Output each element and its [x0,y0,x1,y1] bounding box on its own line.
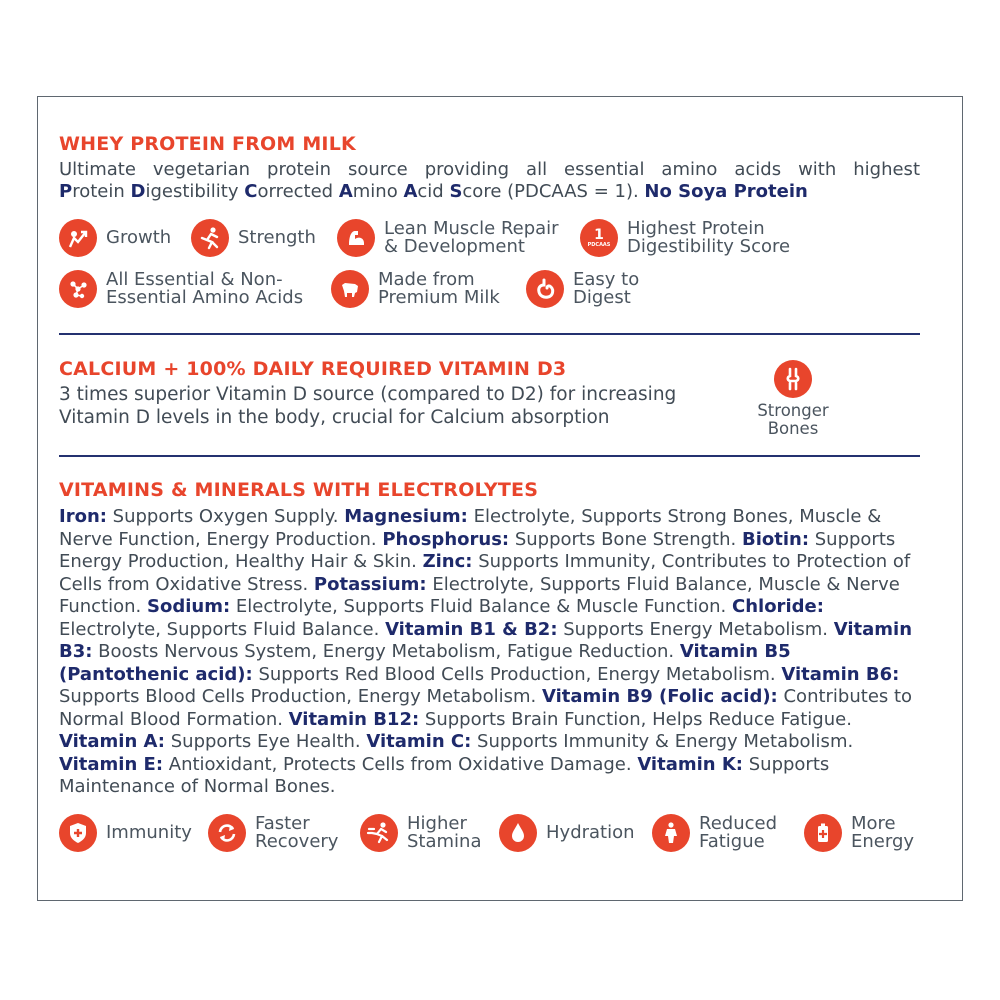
nutrient-benefit: Electrolyte, Supports Fluid Balance. [59,618,386,640]
nutrient-benefit: Supports Eye Health. [165,731,367,752]
stronger-bones-label: Stronger Bones [757,401,829,438]
nutrient-benefit: Supports Energy Production, Healthy Hair & Skin. [59,528,896,572]
nutrient-benefit: Electrolyte, Supports Fluid Balance, Muscle & Nerve Function. [59,573,900,617]
calcium-description-line1: 3 times superior Vitamin D source (compared to D2) for increasing [59,384,677,405]
feature-premium-milk: Made from Premium Milk [331,270,500,308]
benefit-recovery: Faster Recovery [208,814,338,852]
nutrient-name: Potassium: [313,573,427,595]
stamina-runner-icon [360,814,398,852]
immunity-shield-icon [59,814,97,852]
nutrient-name: Phosphorus: [382,528,510,550]
nutrient-name: Vitamin B3: [59,618,913,662]
no-soya-text: No Soya Protein [644,181,808,202]
bone-joint-icon [774,360,812,398]
nutrient-name: Magnesium: [344,506,468,527]
nutrient-name: Vitamin B1 & B2: [385,618,558,640]
strength-icon [191,219,229,257]
feature-digestibility-score: 1 PDCAAS Highest Protein Digestibility Score [580,219,790,257]
acronym-word-rest: cid [417,181,450,202]
acronym-letter: S [449,181,463,202]
acronym-word-rest: core (PDCAAS = 1). [462,181,645,202]
nutrient-benefit: Supports Immunity, Contributes to Protection of Cells from Oxidative Stress. [59,551,911,595]
feature-label: Growth [106,227,172,248]
nutrient-benefit: Supports Immunity & Energy Metabolism. [471,731,854,752]
fatigue-body-icon [652,814,690,852]
nutrient-name: Vitamin C: [366,731,472,752]
feature-amino-acids: All Essential & Non- Essential Amino Acids [59,270,303,308]
feature-strength: Strength [191,219,316,257]
nutrient-name: Vitamin K: [637,753,744,775]
amino-acids-icon [59,270,97,308]
nutrient-benefit: Supports Oxygen Supply. [106,506,345,527]
calcium-description-line2: Vitamin D levels in the body, crucial for Calcium absorption [59,407,610,428]
acronym-letter: P [59,181,73,202]
nutrient-benefit: Supports Brain Function, Helps Reduce Fatigue. [419,708,852,730]
calcium-section-title: CALCIUM + 100% DAILY REQUIRED VITAMIN D3 [59,358,567,380]
acronym-word-rest: orrected [257,181,339,202]
whey-description-line1: Ultimate vegetarian protein source providing all essential amino acids with highest [59,159,920,180]
growth-icon [59,219,97,257]
nutrient-name: Chloride: [732,596,824,617]
nutrient-benefit: Boosts Nervous System, Energy Metabolism, Fatigue Reduction. [92,641,680,662]
feature-easy-digest: Easy to Digest [526,270,639,308]
nutrient-benefit: Antioxidant, Protects Cells from Oxidative Damage. [163,753,638,775]
nutrient-name: Iron: [59,506,107,527]
lean-muscle-icon [337,219,375,257]
nutrient-name: Vitamin B5 (Pantothenic acid): [59,641,791,685]
section-divider [59,455,920,457]
section-divider [59,333,920,335]
nutrient-name: Sodium: [147,596,231,617]
nutrient-benefit: Electrolyte, Supports Strong Bones, Muscle & Nerve Function, Energy Production. [59,506,882,550]
acronym-letter: A [338,181,353,202]
nutrient-name: Vitamin E: [59,753,164,775]
benefit-immunity: Immunity [59,814,192,852]
feature-growth [59,219,171,257]
recovery-icon [208,814,246,852]
nutrient-benefit: Supports Bone Strength. [509,528,742,550]
nutrient-name: Vitamin B6: [781,663,900,685]
whey-section-title: WHEY PROTEIN FROM MILK [59,133,356,155]
pdcaas-badge-icon: 1 PDCAAS [580,219,618,257]
acronym-word-rest: igestibility [145,181,245,202]
acronym-letter: A [403,181,418,202]
nutrient-benefit: Supports Maintenance of Normal Bones. [59,753,830,797]
nutrient-name: Vitamin B9 (Folic acid): [541,686,778,707]
nutrient-benefit: Supports Energy Metabolism. [557,618,834,640]
acronym-letter: D [130,181,146,202]
vitamins-description [59,506,920,799]
whey-description-line2 [59,181,808,203]
nutrient-benefit: Contributes to Normal Blood Formation. [59,686,913,730]
benefit-energy: More Energy [804,814,914,852]
nutrient-name: Vitamin A: [59,731,166,752]
acronym-word-rest: mino [352,181,404,202]
nutrient-benefit: Supports Red Blood Cells Production, Energy Metabolism. [252,663,782,685]
milk-icon [331,270,369,308]
feature-lean-muscle: Lean Muscle Repair & Development [337,219,559,257]
hydration-drop-icon [499,814,537,852]
nutrient-benefit: Supports Blood Cells Production, Energy Metabolism. [59,686,542,707]
nutrient-name: Vitamin B12: [288,708,420,730]
acronym-word-rest: rotein [72,181,131,202]
acronym-letter: C [244,181,258,202]
energy-battery-icon [804,814,842,852]
benefit-fatigue: Reduced Fatigue [652,814,777,852]
stomach-icon [526,270,564,308]
benefit-stamina: Higher Stamina [360,814,482,852]
vitamins-section-title: VITAMINS & MINERALS WITH ELECTROLYTES [59,479,539,501]
nutrient-benefit: Electrolyte, Supports Fluid Balance & Muscle Function. [230,596,732,617]
nutrient-name: Zinc: [422,551,473,572]
nutrient-name: Biotin: [741,528,810,550]
benefit-hydration: Hydration [499,814,635,852]
